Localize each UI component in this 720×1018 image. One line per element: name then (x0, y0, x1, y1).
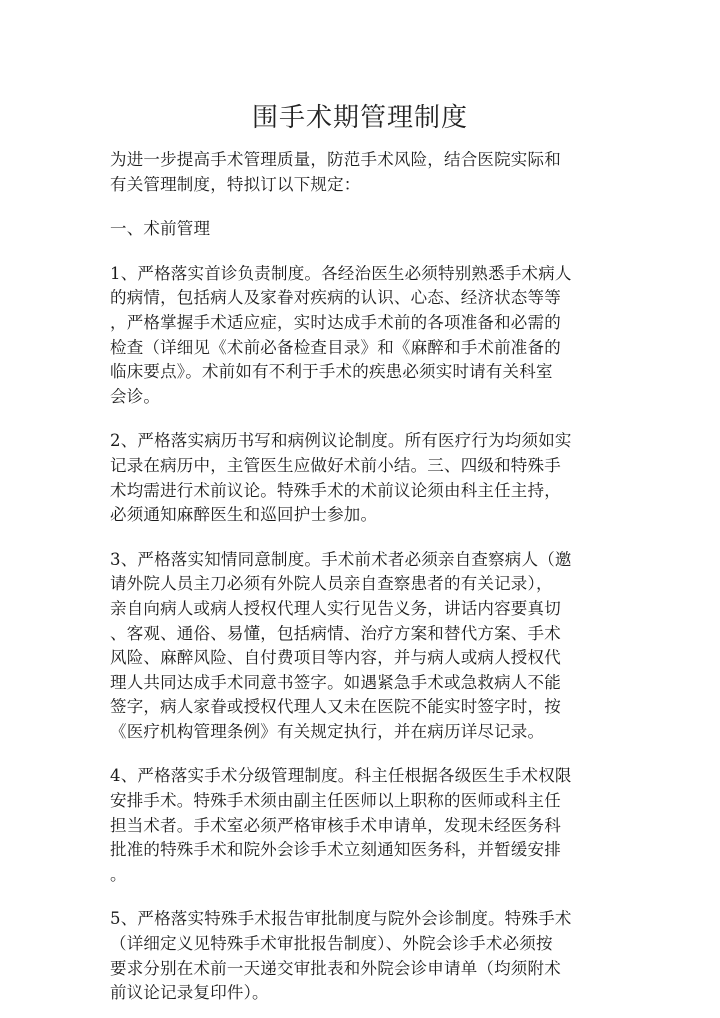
paragraph-item-4: 4、严格落实手术分级管理制度。科主任根据各级医生手术权限 安排手术。特殊手术须由副主任医师以上职称的医师或科主任 担当术者。手术室必须严格审核手术申请单，发现未经医务科 批准的特殊手术和院外会诊手术立刻通知医务科，并暂缓安排 。 (110, 766, 572, 884)
intro-paragraph: 为进一步提高手术管理质量，防范手术风险，结合医院实际和 有关管理制度，特拟订以下规定： (110, 150, 561, 194)
section-heading: 一、术前管理 (110, 219, 211, 239)
paragraph-item-5: 5、严格落实特殊手术报告审批制度与院外会诊制度。特殊手术 （详细定义见特殊手术审批报告制度）、外院会诊手术必须按 要求分别在术前一天递交审批表和外院会诊申请单（均须附术 前议论记录复印件）。 (110, 909, 572, 1003)
paragraph-item-1: 1、严格落实首诊负责制度。各经治医生必须特别熟悉手术病人 的病情，包括病人及家眷对疾病的认识、心态、经济状态等等 ，严格掌握手术适应症，实时达成手术前的各项准备和必需的 检查（详细见《术前必备检查目录》和《麻醉和手术前准备的 临床要点》。术前如有不利于手术的疾患必须实时请有关科室 会诊。 (110, 263, 572, 406)
paragraph-item-2: 2、严格落实病历书写和病例议论制度。所有医疗行为均须如实 记录在病历中，主管医生应做好术前小结。三、四级和特殊手 术均需进行术前议论。特殊手术的术前议论须由科主任主持， 必须通知麻醉医生和巡回护士参加。 (110, 431, 572, 525)
page-title: 围手术期管理制度 (251, 103, 468, 133)
document-body (110, 148, 580, 1006)
paragraph-item-3: 3、严格落实知情同意制度。手术前术者必须亲自查察病人（邀 请外院人员主刀必须有外院人员亲自查察患者的有关记录）， 亲自向病人或病人授权代理人实行见告义务，讲话内容要真切 、客观、通俗、易懂，包括病情、治疗方案和替代方案、手术 风险、麻醉风险、自付费项目等内容，并与病人或病人授权代 理人共同达成手术同意书签字。如遇紧急手术或急救病人不能 签字，病人家眷或授权代理人又未在医院不能实时签字时，按 《医疗机构管理条例》有关规定执行，并在病历详尽记录。 (110, 549, 572, 741)
